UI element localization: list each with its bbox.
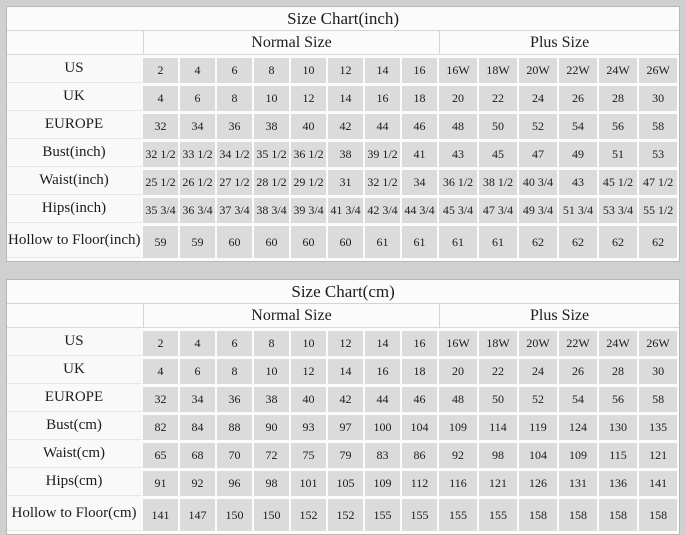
size-value-cell: 47	[519, 139, 559, 167]
size-value-cell: 32	[143, 384, 180, 412]
size-value-cell: 109	[365, 468, 402, 496]
size-value-cell: 25 1/2	[143, 167, 180, 195]
normal-size-header: Normal Size	[143, 304, 439, 328]
size-value-cell: 121	[479, 468, 519, 496]
size-value-cell: 131	[559, 468, 599, 496]
row-label: Bust(inch)	[7, 139, 143, 167]
size-value-cell: 62	[639, 223, 679, 258]
size-value-cell: 41	[402, 139, 439, 167]
size-value-cell: 10	[254, 83, 291, 111]
table-row	[7, 167, 679, 195]
size-value-cell: 26W	[639, 328, 679, 356]
size-value-cell: 12	[291, 356, 328, 384]
size-value-cell: 48	[439, 111, 479, 139]
size-value-cell: 32 1/2	[143, 139, 180, 167]
size-value-cell: 27 1/2	[217, 167, 254, 195]
size-value-cell: 59	[143, 223, 180, 258]
size-value-cell: 104	[519, 440, 559, 468]
size-value-cell: 8	[217, 83, 254, 111]
size-value-cell: 51 3/4	[559, 195, 599, 223]
size-value-cell: 32 1/2	[365, 167, 402, 195]
size-value-cell: 91	[143, 468, 180, 496]
size-value-cell: 51	[599, 139, 639, 167]
size-value-cell: 116	[439, 468, 479, 496]
table-row	[7, 356, 679, 384]
size-value-cell: 40 3/4	[519, 167, 559, 195]
size-value-cell: 60	[291, 223, 328, 258]
table-title: Size Chart(inch)	[7, 7, 679, 31]
size-chart-cm-panel	[6, 279, 680, 535]
size-value-cell: 2	[143, 55, 180, 83]
size-value-cell: 97	[328, 412, 365, 440]
plus-size-header: Plus Size	[439, 304, 679, 328]
size-value-cell: 147	[180, 496, 217, 531]
size-value-cell: 42	[328, 384, 365, 412]
size-value-cell: 26	[559, 83, 599, 111]
size-value-cell: 18W	[479, 55, 519, 83]
size-value-cell: 38	[254, 384, 291, 412]
size-value-cell: 60	[217, 223, 254, 258]
size-value-cell: 33 1/2	[180, 139, 217, 167]
size-chart-inch-table	[7, 7, 679, 258]
size-value-cell: 79	[328, 440, 365, 468]
size-chart-inch-panel	[6, 6, 680, 262]
table-row	[7, 496, 679, 531]
size-value-cell: 41 3/4	[328, 195, 365, 223]
size-value-cell: 92	[180, 468, 217, 496]
table-row	[7, 55, 679, 83]
size-value-cell: 104	[402, 412, 439, 440]
size-value-cell: 39 1/2	[365, 139, 402, 167]
size-value-cell: 18	[402, 356, 439, 384]
row-label: UK	[7, 356, 143, 384]
row-label: EUROPE	[7, 384, 143, 412]
size-value-cell: 44	[365, 384, 402, 412]
size-value-cell: 49	[559, 139, 599, 167]
size-value-cell: 68	[180, 440, 217, 468]
size-value-cell: 6	[180, 83, 217, 111]
table-title: Size Chart(cm)	[7, 280, 679, 304]
row-label: EUROPE	[7, 111, 143, 139]
size-value-cell: 34 1/2	[217, 139, 254, 167]
size-value-cell: 16	[365, 356, 402, 384]
table-row	[7, 111, 679, 139]
table-row	[7, 83, 679, 111]
size-value-cell: 61	[439, 223, 479, 258]
size-value-cell: 92	[439, 440, 479, 468]
size-value-cell: 34	[180, 384, 217, 412]
table-title-row	[7, 280, 679, 304]
size-value-cell: 98	[254, 468, 291, 496]
size-value-cell: 22W	[559, 55, 599, 83]
size-value-cell: 16W	[439, 328, 479, 356]
size-value-cell: 44	[365, 111, 402, 139]
size-value-cell: 58	[639, 384, 679, 412]
size-value-cell: 4	[143, 83, 180, 111]
corner-cell	[7, 31, 143, 55]
size-value-cell: 36	[217, 111, 254, 139]
size-value-cell: 50	[479, 384, 519, 412]
size-value-cell: 18W	[479, 328, 519, 356]
size-value-cell: 98	[479, 440, 519, 468]
size-value-cell: 135	[639, 412, 679, 440]
size-value-cell: 26	[559, 356, 599, 384]
table-title-row	[7, 7, 679, 31]
size-value-cell: 14	[365, 328, 402, 356]
row-label: US	[7, 328, 143, 356]
size-value-cell: 90	[254, 412, 291, 440]
size-value-cell: 40	[291, 111, 328, 139]
size-value-cell: 35 3/4	[143, 195, 180, 223]
size-value-cell: 38	[254, 111, 291, 139]
size-value-cell: 114	[479, 412, 519, 440]
size-value-cell: 6	[180, 356, 217, 384]
table-row	[7, 440, 679, 468]
size-value-cell: 4	[180, 328, 217, 356]
size-value-cell: 158	[559, 496, 599, 531]
size-value-cell: 61	[402, 223, 439, 258]
size-value-cell: 14	[328, 356, 365, 384]
size-value-cell: 37 3/4	[217, 195, 254, 223]
size-value-cell: 101	[291, 468, 328, 496]
size-value-cell: 12	[291, 83, 328, 111]
size-value-cell: 32	[143, 111, 180, 139]
size-value-cell: 28	[599, 356, 639, 384]
size-value-cell: 155	[439, 496, 479, 531]
size-value-cell: 150	[217, 496, 254, 531]
size-value-cell: 34	[402, 167, 439, 195]
size-value-cell: 53	[639, 139, 679, 167]
size-value-cell: 22W	[559, 328, 599, 356]
size-value-cell: 35 1/2	[254, 139, 291, 167]
size-value-cell: 6	[217, 328, 254, 356]
size-value-cell: 12	[328, 55, 365, 83]
size-value-cell: 18	[402, 83, 439, 111]
size-value-cell: 24W	[599, 55, 639, 83]
size-value-cell: 155	[402, 496, 439, 531]
size-value-cell: 43	[559, 167, 599, 195]
size-value-cell: 22	[479, 356, 519, 384]
size-value-cell: 155	[479, 496, 519, 531]
size-value-cell: 24	[519, 356, 559, 384]
size-value-cell: 141	[639, 468, 679, 496]
size-value-cell: 14	[328, 83, 365, 111]
size-value-cell: 36 3/4	[180, 195, 217, 223]
size-value-cell: 4	[180, 55, 217, 83]
table-row	[7, 223, 679, 258]
size-value-cell: 105	[328, 468, 365, 496]
size-value-cell: 112	[402, 468, 439, 496]
size-value-cell: 60	[328, 223, 365, 258]
size-value-cell: 45 1/2	[599, 167, 639, 195]
size-value-cell: 26W	[639, 55, 679, 83]
row-label: Hollow to Floor(cm)	[7, 496, 143, 531]
size-value-cell: 42 3/4	[365, 195, 402, 223]
size-value-cell: 8	[254, 328, 291, 356]
size-value-cell: 22	[479, 83, 519, 111]
size-value-cell: 14	[365, 55, 402, 83]
size-value-cell: 152	[328, 496, 365, 531]
size-value-cell: 47 3/4	[479, 195, 519, 223]
size-value-cell: 96	[217, 468, 254, 496]
size-value-cell: 158	[519, 496, 559, 531]
size-value-cell: 75	[291, 440, 328, 468]
size-value-cell: 38 1/2	[479, 167, 519, 195]
size-value-cell: 20W	[519, 328, 559, 356]
size-value-cell: 38	[328, 139, 365, 167]
size-value-cell: 26 1/2	[180, 167, 217, 195]
row-label: US	[7, 55, 143, 83]
size-value-cell: 10	[291, 55, 328, 83]
size-value-cell: 24W	[599, 328, 639, 356]
row-label: Hips(cm)	[7, 468, 143, 496]
size-value-cell: 109	[439, 412, 479, 440]
table-row	[7, 328, 679, 356]
table-row	[7, 384, 679, 412]
size-value-cell: 86	[402, 440, 439, 468]
size-value-cell: 28	[599, 83, 639, 111]
size-value-cell: 62	[519, 223, 559, 258]
size-value-cell: 83	[365, 440, 402, 468]
size-value-cell: 34	[180, 111, 217, 139]
size-value-cell: 100	[365, 412, 402, 440]
size-value-cell: 30	[639, 356, 679, 384]
size-value-cell: 141	[143, 496, 180, 531]
size-value-cell: 59	[180, 223, 217, 258]
size-value-cell: 46	[402, 111, 439, 139]
size-value-cell: 158	[639, 496, 679, 531]
size-value-cell: 16	[402, 328, 439, 356]
size-value-cell: 40	[291, 384, 328, 412]
size-value-cell: 72	[254, 440, 291, 468]
size-value-cell: 155	[365, 496, 402, 531]
size-value-cell: 56	[599, 384, 639, 412]
size-value-cell: 61	[365, 223, 402, 258]
size-value-cell: 62	[559, 223, 599, 258]
column-group-row	[7, 31, 679, 55]
size-value-cell: 158	[599, 496, 639, 531]
row-label: Hollow to Floor(inch)	[7, 223, 143, 258]
size-value-cell: 8	[217, 356, 254, 384]
size-value-cell: 42	[328, 111, 365, 139]
size-value-cell: 119	[519, 412, 559, 440]
size-value-cell: 136	[599, 468, 639, 496]
size-value-cell: 8	[254, 55, 291, 83]
size-value-cell: 70	[217, 440, 254, 468]
size-value-cell: 55 1/2	[639, 195, 679, 223]
size-value-cell: 6	[217, 55, 254, 83]
size-value-cell: 28 1/2	[254, 167, 291, 195]
size-value-cell: 53 3/4	[599, 195, 639, 223]
size-value-cell: 93	[291, 412, 328, 440]
size-value-cell: 52	[519, 384, 559, 412]
size-value-cell: 10	[254, 356, 291, 384]
size-value-cell: 46	[402, 384, 439, 412]
plus-size-header: Plus Size	[439, 31, 679, 55]
size-value-cell: 29 1/2	[291, 167, 328, 195]
size-value-cell: 44 3/4	[402, 195, 439, 223]
size-value-cell: 121	[639, 440, 679, 468]
size-value-cell: 16	[402, 55, 439, 83]
table-row	[7, 468, 679, 496]
size-value-cell: 61	[479, 223, 519, 258]
size-value-cell: 36 1/2	[439, 167, 479, 195]
size-value-cell: 39 3/4	[291, 195, 328, 223]
size-value-cell: 56	[599, 111, 639, 139]
size-value-cell: 65	[143, 440, 180, 468]
size-value-cell: 126	[519, 468, 559, 496]
size-value-cell: 60	[254, 223, 291, 258]
table-row	[7, 195, 679, 223]
size-value-cell: 52	[519, 111, 559, 139]
size-value-cell: 38 3/4	[254, 195, 291, 223]
size-value-cell: 10	[291, 328, 328, 356]
row-label: UK	[7, 83, 143, 111]
table-row	[7, 139, 679, 167]
size-value-cell: 54	[559, 384, 599, 412]
size-value-cell: 20	[439, 356, 479, 384]
size-value-cell: 45	[479, 139, 519, 167]
size-value-cell: 20	[439, 83, 479, 111]
size-value-cell: 58	[639, 111, 679, 139]
size-value-cell: 45 3/4	[439, 195, 479, 223]
size-value-cell: 43	[439, 139, 479, 167]
size-value-cell: 4	[143, 356, 180, 384]
size-value-cell: 130	[599, 412, 639, 440]
size-value-cell: 36 1/2	[291, 139, 328, 167]
size-value-cell: 36	[217, 384, 254, 412]
row-label: Bust(cm)	[7, 412, 143, 440]
size-value-cell: 54	[559, 111, 599, 139]
size-value-cell: 84	[180, 412, 217, 440]
size-value-cell: 115	[599, 440, 639, 468]
size-value-cell: 16	[365, 83, 402, 111]
size-value-cell: 48	[439, 384, 479, 412]
size-value-cell: 50	[479, 111, 519, 139]
size-value-cell: 30	[639, 83, 679, 111]
size-value-cell: 24	[519, 83, 559, 111]
size-value-cell: 16W	[439, 55, 479, 83]
size-value-cell: 62	[599, 223, 639, 258]
size-value-cell: 88	[217, 412, 254, 440]
column-group-row	[7, 304, 679, 328]
size-value-cell: 124	[559, 412, 599, 440]
size-value-cell: 20W	[519, 55, 559, 83]
size-value-cell: 31	[328, 167, 365, 195]
size-value-cell: 49 3/4	[519, 195, 559, 223]
row-label: Hips(inch)	[7, 195, 143, 223]
normal-size-header: Normal Size	[143, 31, 439, 55]
size-value-cell: 150	[254, 496, 291, 531]
size-chart-cm-table	[7, 280, 679, 531]
row-label: Waist(cm)	[7, 440, 143, 468]
size-value-cell: 47 1/2	[639, 167, 679, 195]
size-value-cell: 12	[328, 328, 365, 356]
size-value-cell: 109	[559, 440, 599, 468]
row-label: Waist(inch)	[7, 167, 143, 195]
table-row	[7, 412, 679, 440]
size-value-cell: 2	[143, 328, 180, 356]
size-value-cell: 152	[291, 496, 328, 531]
size-value-cell: 82	[143, 412, 180, 440]
corner-cell	[7, 304, 143, 328]
